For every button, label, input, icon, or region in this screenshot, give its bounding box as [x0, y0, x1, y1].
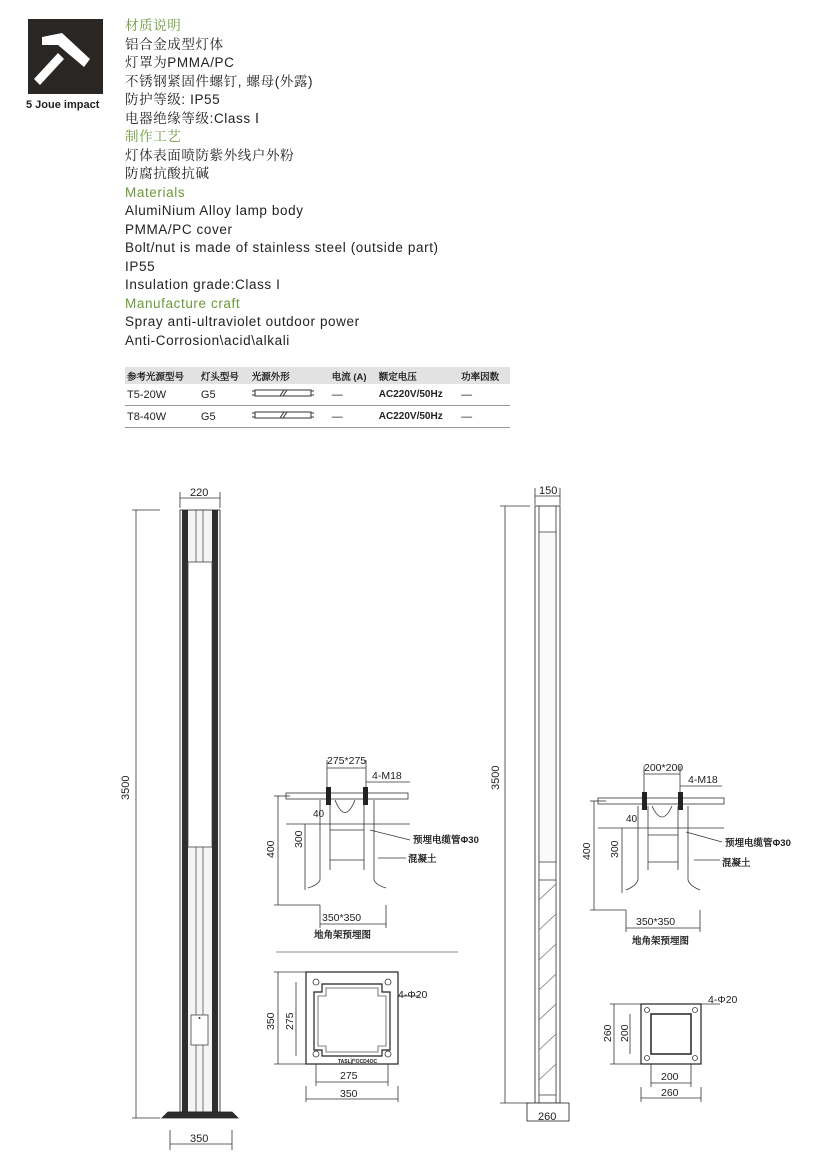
right-anchor-depth-total: 400	[581, 842, 593, 860]
left-anchor-conduit: 预埋电缆管Φ30	[413, 835, 479, 846]
table-cell: —	[330, 384, 377, 406]
table-header: 灯头型号	[199, 367, 250, 384]
left-anchor-depth-total: 400	[265, 840, 277, 858]
right-plate-outer-height: 260	[602, 1024, 614, 1042]
left-anchor-bolt-length: 40	[313, 809, 325, 820]
left-pole-height: 3500	[120, 775, 132, 800]
table-header: 电流 (A)	[330, 367, 377, 384]
spec-line: Anti-Corrosion\acid\alkali	[125, 332, 290, 348]
left-anchor-depth-inner: 300	[293, 830, 305, 848]
spec-line: IP55	[125, 258, 156, 274]
spec-line: 灯罩为PMMA/PC	[125, 55, 235, 70]
left-anchor-concrete: 混凝土	[408, 854, 437, 865]
left-anchor-bolts: 4-M18	[372, 770, 402, 782]
left-plate-outer-width: 350	[340, 1088, 358, 1100]
table-cell: AC220V/50Hz	[377, 384, 459, 406]
right-anchor-cage	[581, 762, 791, 947]
left-pole-base-width: 350	[190, 1133, 209, 1145]
right-plate-outer-width: 260	[661, 1087, 679, 1099]
table-cell: AC220V/50Hz	[377, 406, 459, 428]
spec-line: 防腐抗酸抗碱	[125, 166, 210, 181]
right-anchor-caption: 地角架预埋图	[632, 936, 690, 947]
right-anchor-spacing: 200*200	[644, 762, 684, 774]
spec-line: 防护等级: IP55	[125, 92, 221, 107]
table-header: 参考光源型号	[125, 367, 199, 384]
table-header: 额定电压	[377, 367, 459, 384]
spec-line: PMMA/PC cover	[125, 221, 233, 237]
left-anchor-spacing: 275*275	[327, 755, 367, 767]
spec-line: Bolt/nut is made of stainless steel (outside part)	[125, 240, 439, 255]
left-anchor-footprint: 350*350	[322, 912, 362, 924]
right-anchor-footprint: 350*350	[636, 916, 676, 928]
table-cell: T8-40W	[125, 406, 199, 428]
right-plate-inner-width: 200	[661, 1071, 679, 1083]
left-plate-outer-height: 350	[265, 1012, 277, 1030]
right-anchor-conduit: 预埋电缆管Φ30	[725, 838, 791, 849]
left-anchor-caption: 地角架预埋图	[314, 930, 372, 941]
table-cell: —	[459, 384, 510, 406]
table-cell: G5	[199, 384, 250, 406]
right-pole-elevation	[490, 485, 569, 1123]
right-plate-inner-height: 200	[619, 1024, 631, 1042]
right-anchor-bolts: 4-M18	[688, 774, 718, 786]
left-plate-inner-width: 275	[340, 1070, 358, 1082]
spec-heading: 制作工艺	[125, 129, 182, 144]
right-plate-holes: 4-Φ20	[708, 994, 738, 1006]
table-cell: —	[330, 406, 377, 428]
spec-heading: Manufacture craft	[125, 295, 241, 311]
table-cell: —	[459, 406, 510, 428]
right-anchor-concrete: 混凝土	[722, 858, 751, 869]
spec-line: 电器绝缘等级:Class Ⅰ	[125, 110, 260, 126]
spec-line: 不锈钢紧固件螺钉, 螺母(外露)	[125, 73, 314, 89]
left-plate-inner-height: 275	[284, 1012, 296, 1030]
right-pole-top-width: 150	[539, 485, 558, 497]
right-pole-height: 3500	[490, 765, 502, 790]
right-anchor-bolt-length: 40	[626, 814, 638, 825]
right-pole-base-width: 260	[538, 1111, 557, 1123]
left-anchor-cage	[265, 755, 479, 941]
brand-name: 5 Joue impact	[26, 99, 100, 111]
right-base-plate	[602, 994, 738, 1102]
table-cell: T5-20W	[125, 384, 199, 406]
spec-line: Insulation grade:Class I	[125, 277, 281, 292]
spec-line: 铝合金成型灯体	[125, 36, 224, 52]
table-header: 光源外形	[250, 367, 330, 384]
table-header: 功率因数	[459, 367, 510, 384]
left-base-plate	[265, 972, 428, 1102]
spec-heading: 材质说明	[125, 18, 182, 33]
spec-line: 灯体表面喷防紫外线户外粉	[125, 147, 295, 163]
spec-line: Spray anti-ultraviolet outdoor power	[125, 314, 360, 329]
left-pole-elevation	[120, 487, 238, 1150]
spec-heading: Materials	[125, 184, 186, 200]
left-pole-top-width: 220	[190, 487, 209, 499]
plate-marking: TASL沪OCD4OC	[338, 1059, 378, 1065]
left-plate-holes: 4-Φ20	[398, 989, 428, 1001]
spec-line: AlumiNium Alloy lamp body	[125, 203, 304, 218]
right-anchor-depth-inner: 300	[609, 840, 621, 858]
table-cell: G5	[199, 406, 250, 428]
